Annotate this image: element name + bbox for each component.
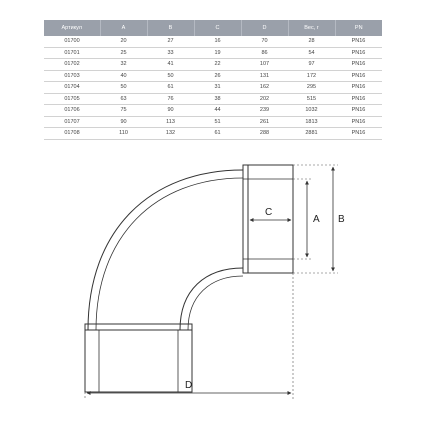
cell-b: 33 bbox=[147, 47, 194, 59]
cell-b: 90 bbox=[147, 105, 194, 117]
header-d: D bbox=[241, 20, 288, 36]
cell-article: 01704 bbox=[44, 82, 100, 94]
cell-d: 70 bbox=[241, 36, 288, 47]
header-a: A bbox=[100, 20, 147, 36]
dimension-d bbox=[85, 273, 293, 400]
cell-pn: PN16 bbox=[335, 116, 382, 128]
cell-d: 131 bbox=[241, 70, 288, 82]
cell-pn: PN16 bbox=[335, 36, 382, 47]
cell-pn: PN16 bbox=[335, 82, 382, 94]
cell-article: 01705 bbox=[44, 93, 100, 105]
header-pn: PN bbox=[335, 20, 382, 36]
cell-a: 110 bbox=[100, 128, 147, 140]
cell-d: 107 bbox=[241, 59, 288, 71]
cell-a: 40 bbox=[100, 70, 147, 82]
elbow-outer-arc bbox=[88, 170, 243, 330]
cell-a: 50 bbox=[100, 82, 147, 94]
cell-d: 288 bbox=[241, 128, 288, 140]
cell-d: 162 bbox=[241, 82, 288, 94]
cell-b: 50 bbox=[147, 70, 194, 82]
cell-weight: 2881 bbox=[288, 128, 335, 140]
header-article: Артикул bbox=[44, 20, 100, 36]
cell-a: 25 bbox=[100, 47, 147, 59]
cell-a: 32 bbox=[100, 59, 147, 71]
cell-article: 01701 bbox=[44, 47, 100, 59]
elbow-inner-arc-line bbox=[188, 276, 243, 330]
cell-d: 261 bbox=[241, 116, 288, 128]
cell-pn: PN16 bbox=[335, 93, 382, 105]
cell-a: 63 bbox=[100, 93, 147, 105]
cell-c: 38 bbox=[194, 93, 241, 105]
bottom-socket bbox=[85, 324, 192, 392]
cell-b: 76 bbox=[147, 93, 194, 105]
cell-d: 239 bbox=[241, 105, 288, 117]
cell-c: 44 bbox=[194, 105, 241, 117]
elbow-outer-arc-inner-line bbox=[96, 178, 243, 330]
cell-weight: 28 bbox=[288, 36, 335, 47]
cell-article: 01703 bbox=[44, 70, 100, 82]
right-socket bbox=[243, 165, 293, 273]
cell-b: 27 bbox=[147, 36, 194, 47]
cell-b: 61 bbox=[147, 82, 194, 94]
cell-pn: PN16 bbox=[335, 59, 382, 71]
cell-weight: 54 bbox=[288, 47, 335, 59]
cell-weight: 515 bbox=[288, 93, 335, 105]
cell-c: 26 bbox=[194, 70, 241, 82]
header-weight: Вес, г bbox=[288, 20, 335, 36]
dimension-c bbox=[250, 207, 291, 220]
cell-a: 20 bbox=[100, 36, 147, 47]
cell-pn: PN16 bbox=[335, 70, 382, 82]
cell-c: 19 bbox=[194, 47, 241, 59]
cell-b: 132 bbox=[147, 128, 194, 140]
cell-d: 202 bbox=[241, 93, 288, 105]
cell-weight: 1813 bbox=[288, 116, 335, 128]
label-b: B bbox=[338, 214, 345, 225]
cell-weight: 295 bbox=[288, 82, 335, 94]
cell-article: 01700 bbox=[44, 36, 100, 47]
elbow-outline bbox=[85, 165, 293, 392]
cell-c: 51 bbox=[194, 116, 241, 128]
cell-weight: 1032 bbox=[288, 105, 335, 117]
cell-pn: PN16 bbox=[335, 128, 382, 140]
cell-pn: PN16 bbox=[335, 47, 382, 59]
cell-a: 90 bbox=[100, 116, 147, 128]
dimension-a bbox=[293, 179, 320, 259]
header-b: B bbox=[147, 20, 194, 36]
cell-article: 01702 bbox=[44, 59, 100, 71]
label-c: C bbox=[265, 207, 273, 218]
label-a: A bbox=[313, 214, 320, 225]
label-d: D bbox=[185, 380, 193, 391]
cell-pn: PN16 bbox=[335, 105, 382, 117]
cell-weight: 97 bbox=[288, 59, 335, 71]
cell-c: 31 bbox=[194, 82, 241, 94]
cell-c: 16 bbox=[194, 36, 241, 47]
cell-c: 22 bbox=[194, 59, 241, 71]
cell-article: 01707 bbox=[44, 116, 100, 128]
cell-b: 113 bbox=[147, 116, 194, 128]
cell-article: 01708 bbox=[44, 128, 100, 140]
cell-c: 61 bbox=[194, 128, 241, 140]
header-c: C bbox=[194, 20, 241, 36]
cell-article: 01706 bbox=[44, 105, 100, 117]
cell-d: 86 bbox=[241, 47, 288, 59]
cell-weight: 172 bbox=[288, 70, 335, 82]
cell-b: 41 bbox=[147, 59, 194, 71]
cell-a: 75 bbox=[100, 105, 147, 117]
elbow-inner-arc bbox=[180, 268, 243, 330]
